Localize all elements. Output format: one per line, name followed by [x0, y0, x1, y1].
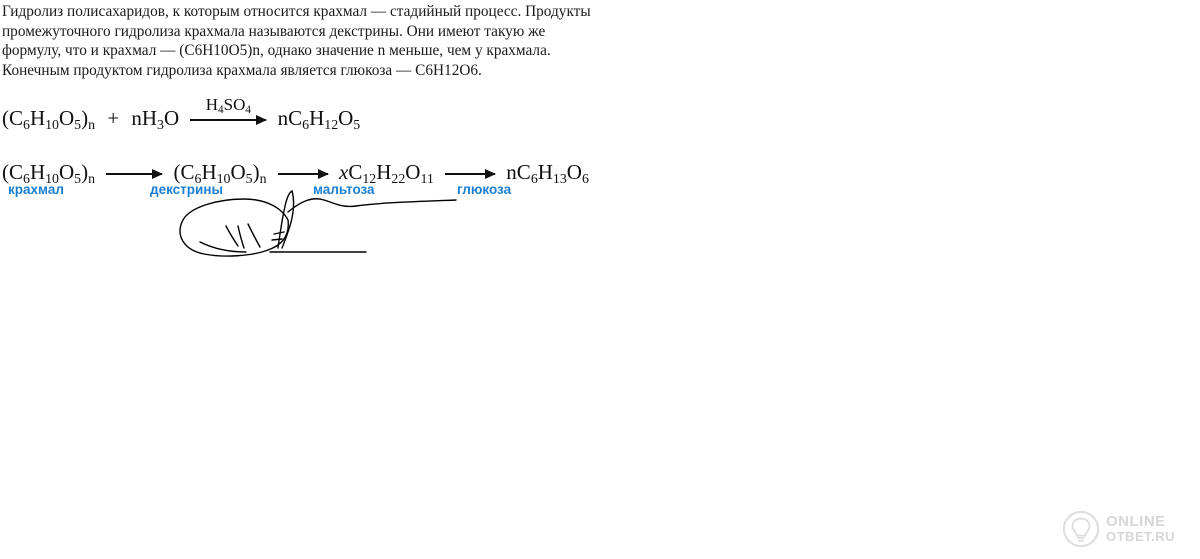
eq1-catalyst-label: $H_4SO_4$ — [205, 95, 252, 117]
arrow-icon — [445, 169, 495, 179]
chemical-equations — [0, 96, 700, 194]
eq2-step-maltose: $xC_{12}H_{22}O_{11}$ — [339, 160, 434, 186]
caption-starch: крахмал — [8, 182, 64, 197]
caption-glucose: глюкоза — [457, 182, 512, 197]
equation-captions — [0, 182, 700, 202]
eq2-step-glucose: $nC_6H_{13}O_6$ — [506, 160, 589, 186]
eq1-reactant-starch: $(C_6H_{10}O_5)_n$ — [2, 106, 96, 132]
site-watermark — [1062, 507, 1186, 551]
equation-row-1 — [0, 96, 700, 158]
eq1-plus-sign: + — [107, 106, 120, 130]
intro-line-2: промежуточного гидролиза крахмала называются декстрины. Они имеют такую же — [2, 22, 546, 40]
arrow-icon — [190, 115, 266, 125]
arrow-icon — [106, 169, 162, 179]
watermark-line-2: ОТВЕТ.RU — [1106, 529, 1175, 545]
lightbulb-icon — [1062, 510, 1100, 548]
eq2-arrow-1 — [106, 169, 162, 179]
caption-maltose: мальтоза — [313, 182, 375, 197]
arrow-icon — [278, 169, 328, 179]
intro-line-4: Конечным продуктом гидролиза крахмала является глюкоза — C6H12O6. — [2, 61, 482, 79]
handwritten-scribble-annotation — [170, 190, 500, 280]
eq2-arrow-3 — [445, 169, 495, 179]
intro-paragraph — [2, 2, 617, 80]
eq2-step-starch: $(C_6H_{10}O_5)_n$ — [2, 160, 96, 186]
eq2-arrow-2 — [278, 169, 328, 179]
caption-dextrins: декстрины — [150, 182, 224, 197]
eq1-reaction-arrow — [190, 95, 266, 125]
eq2-step-dextrins: $(C_6H_{10}O_5)_n$ — [173, 160, 267, 186]
eq1-product-glucose: $nC_6H_{12}O_5$ — [277, 106, 361, 132]
intro-line-3: формулу, что и крахмал — (C6H10O5)n, однако значение n меньше, чем у крахмала. — [2, 42, 551, 60]
eq1-reactant-water: $nH_3O$ — [131, 106, 180, 132]
intro-line-1: Гидролиз полисахаридов, к которым относится крахмал — стадийный процесс. Продукты — [2, 3, 591, 20]
watermark-line-1: ONLINE — [1106, 513, 1166, 531]
